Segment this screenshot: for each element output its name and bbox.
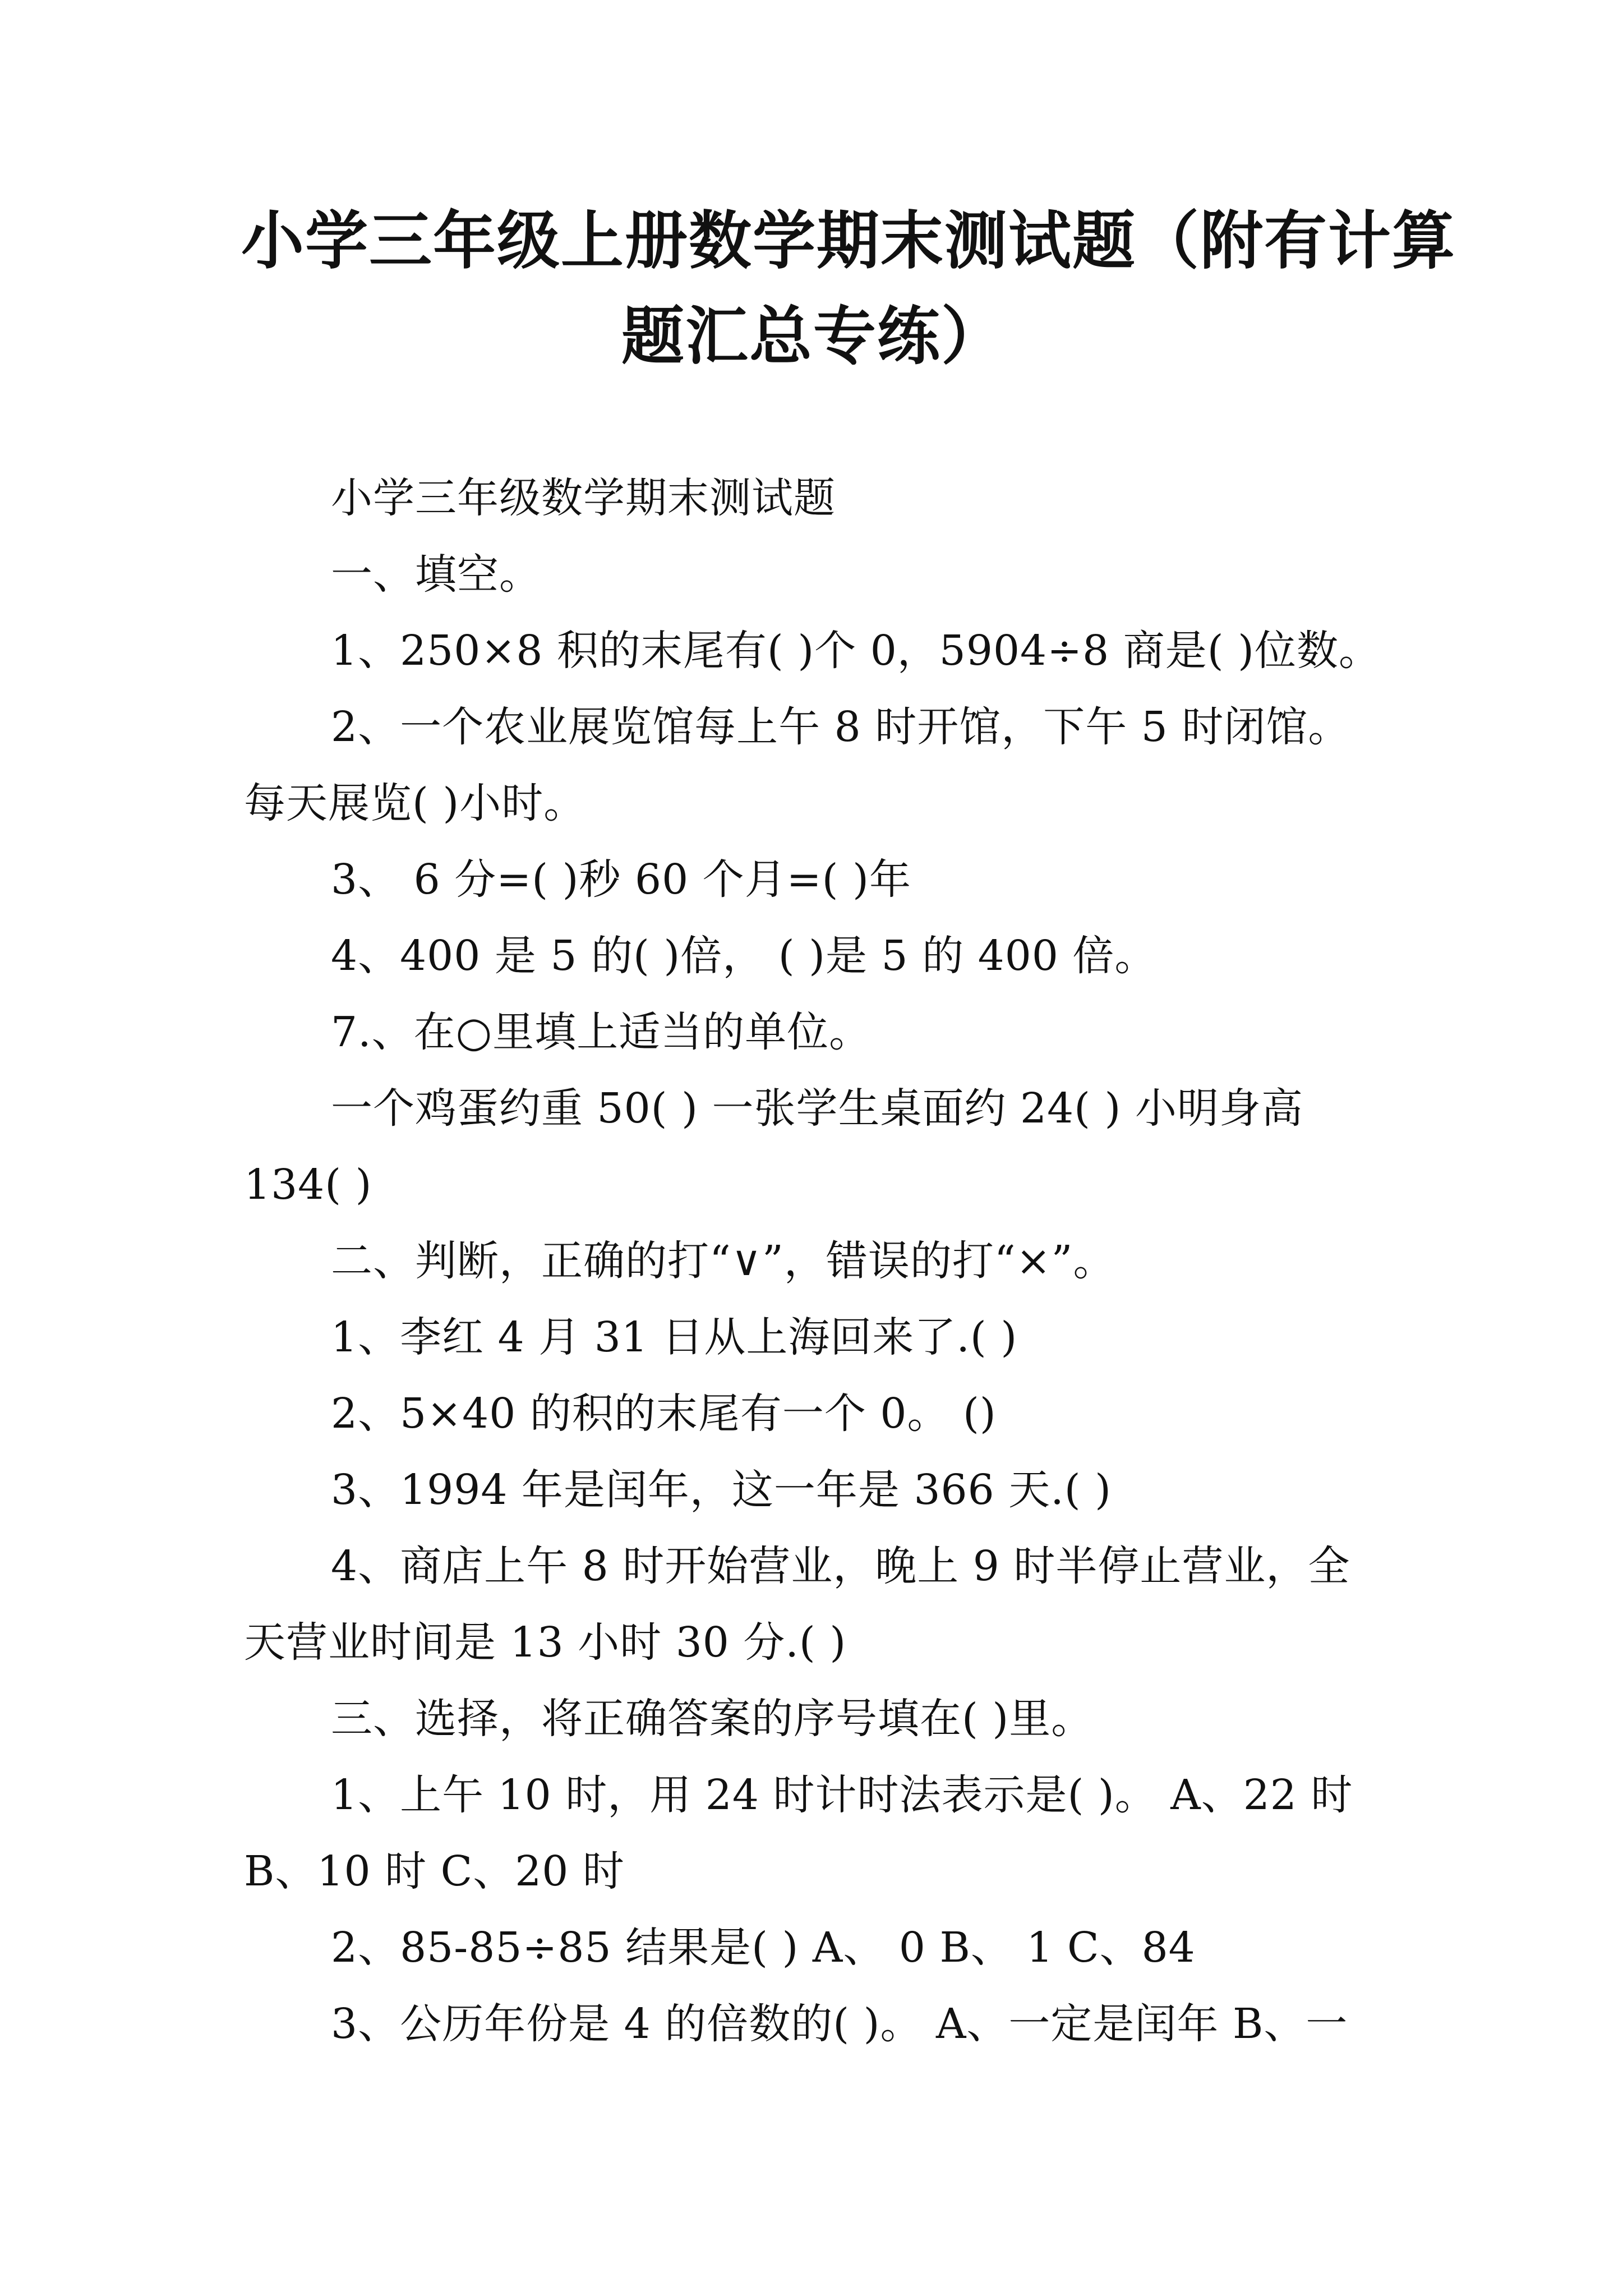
question-line: 2、85-85÷85 结果是( ) A、 0 B、 1 C、84 xyxy=(331,1924,1196,1972)
question-line: 4、400 是 5 的( )倍， ( )是 5 的 400 倍。 xyxy=(331,932,1157,980)
question-line: 1、上午 10 时，用 24 时计时法表示是( )。 A、22 时 xyxy=(331,1771,1353,1819)
title-line-1: 小学三年级上册数学期末测试题（附有计算 xyxy=(241,204,1456,278)
title-line-2: 题汇总专练） xyxy=(621,300,1005,373)
question-line: 3、1994 年是闰年，这一年是 366 天.( ) xyxy=(331,1466,1112,1514)
question-line: 1、李红 4 月 31 日从上海回来了.( ) xyxy=(331,1313,1018,1361)
question-line: 134( ) xyxy=(244,1161,372,1209)
question-line: 1、250×8 积的末尾有( )个 0，5904÷8 商是( )位数。 xyxy=(331,627,1381,675)
section-heading: 一、填空。 xyxy=(331,550,541,599)
question-line: 4、商店上午 8 时开始营业，晚上 9 时半停止营业，全 xyxy=(331,1542,1350,1590)
question-line: 3、公历年份是 4 的倍数的( )。 A、一定是闰年 B、一 xyxy=(331,2000,1348,2048)
question-line: 3、 6 分=( )秒 60 个月=( )年 xyxy=(331,855,911,904)
question-line: 2、5×40 的积的末尾有一个 0。 () xyxy=(331,1389,997,1438)
question-line: 每天展览( )小时。 xyxy=(244,779,586,827)
question-line: 2、一个农业展览馆每上午 8 时开馆，下午 5 时闭馆。 xyxy=(331,703,1350,751)
document-title xyxy=(241,194,1456,384)
section-heading: 二、判断，正确的打“∨”，错误的打“×”。 xyxy=(331,1237,1115,1285)
question-line: 7.、在○里填上适当的单位。 xyxy=(331,1008,872,1056)
question-line: B、10 时 C、20 时 xyxy=(244,1847,625,1895)
question-line: 天营业时间是 13 小时 30 分.( ) xyxy=(244,1618,847,1667)
subtitle: 小学三年级数学期末测试题 xyxy=(331,474,836,522)
question-line: 一个鸡蛋约重 50( ) 一张学生桌面约 24( ) 小明身高 xyxy=(331,1084,1303,1133)
section-heading: 三、选择，将正确答案的序号填在( )里。 xyxy=(331,1695,1094,1743)
